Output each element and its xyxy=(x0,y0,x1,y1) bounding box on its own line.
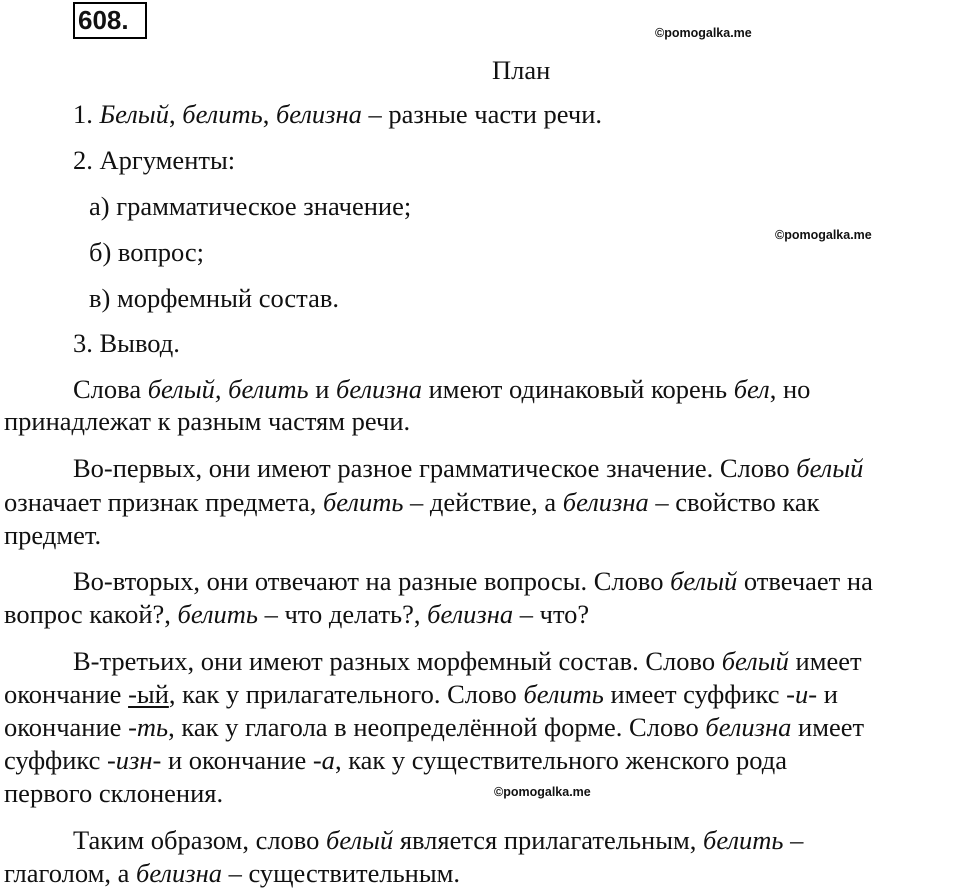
paragraph-4-line: суффикс -изн- и окончание -а, как у существительного женского рода xyxy=(4,745,788,775)
paragraph-1-line: принадлежат к разным частям речи. xyxy=(4,406,411,436)
plan-title: План xyxy=(492,55,551,85)
plan-item-2c: в) морфемный состав. xyxy=(89,283,339,313)
paragraph-3-line: вопрос какой?, белить – что делать?, белизна – что? xyxy=(4,599,590,629)
paragraph-4-line: В-третьих, они имеют разных морфемный состав. Слово белый имеет xyxy=(73,646,862,676)
watermark: ©pomogalka.me xyxy=(655,26,752,40)
exercise-number: 608. xyxy=(73,2,147,39)
paragraph-4-line: первого склонения. xyxy=(4,778,224,808)
paragraph-3-line: Во-вторых, они отвечают на разные вопросы. Слово белый отвечает на xyxy=(73,566,873,596)
paragraph-1-line: Слова белый, белить и белизна имеют одинаковый корень бел, но xyxy=(73,374,811,404)
plan-item-2b: б) вопрос; xyxy=(89,237,204,267)
paragraph-4-line: окончание -ть, как у глагола в неопределённой форме. Слово белизна имеет xyxy=(4,712,865,742)
watermark: ©pomogalka.me xyxy=(775,228,872,242)
paragraph-2-line: означает признак предмета, белить – действие, а белизна – свойство как xyxy=(4,487,820,517)
paragraph-2-line: предмет. xyxy=(4,520,102,550)
plan-item-1: 1. Белый, белить, белизна – разные части речи. xyxy=(73,99,603,129)
plan-item-2a: а) грамматическое значение; xyxy=(89,191,412,221)
plan-item-3: 3. Вывод. xyxy=(73,328,180,358)
watermark: ©pomogalka.me xyxy=(494,785,591,799)
paragraph-2-line: Во-первых, они имеют разное грамматическое значение. Слово белый xyxy=(73,453,864,483)
paragraph-5-line: Таким образом, слово белый является прилагательным, белить – xyxy=(73,825,804,855)
paragraph-5-line: глаголом, а белизна – существительным. xyxy=(4,858,461,888)
plan-item-2: 2. Аргументы: xyxy=(73,145,236,175)
paragraph-4-line: окончание -ый, как у прилагательного. Слово белить имеет суффикс -и- и xyxy=(4,679,838,709)
